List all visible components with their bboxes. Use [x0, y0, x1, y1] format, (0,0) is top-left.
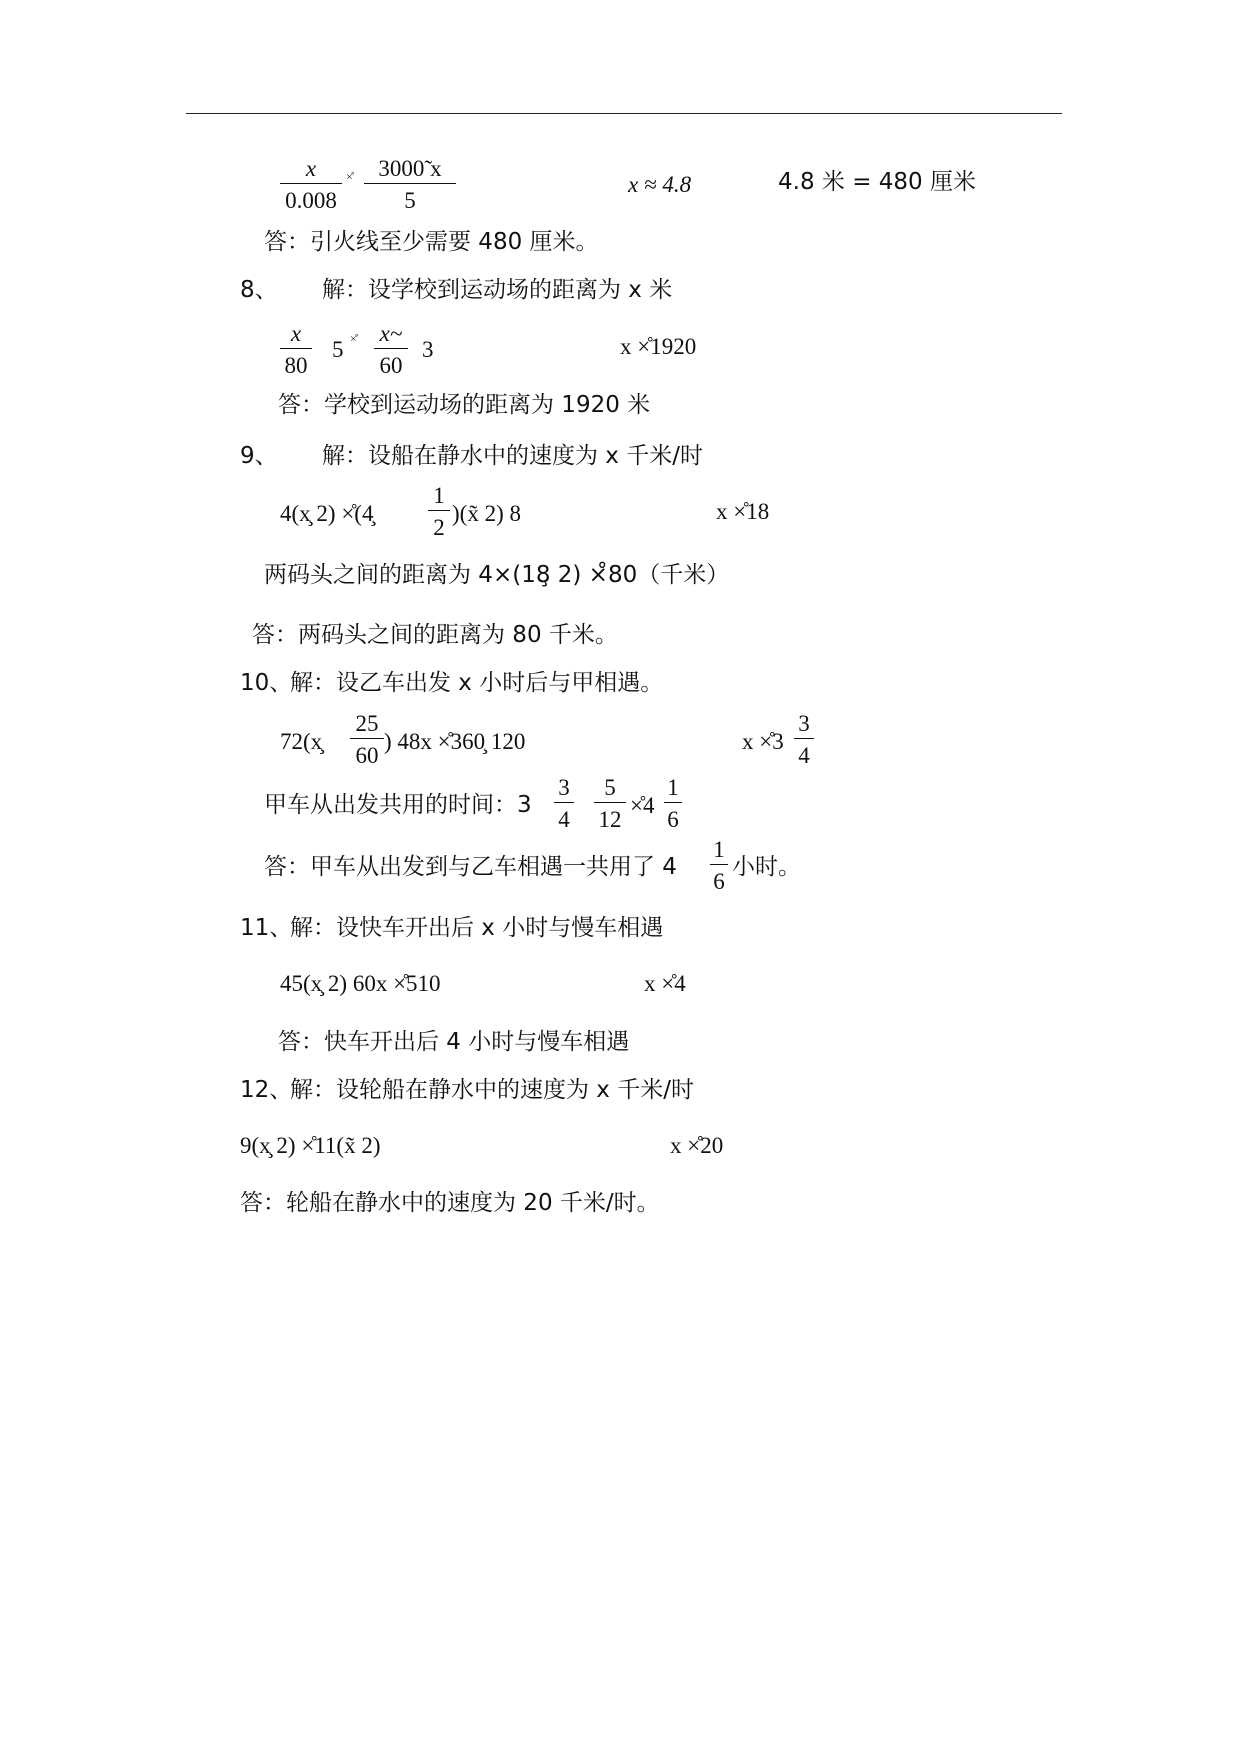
- q8-label: 8、: [240, 277, 278, 303]
- q7-solution: x ≈ 4.8: [628, 172, 692, 197]
- q7-equation-symbol: ×̊: [346, 169, 352, 184]
- q9-solution: x ×̊18: [716, 499, 770, 524]
- q9-answer: 答：两码头之间的距离为 80 千米。: [252, 622, 618, 648]
- q12-label: 12、: [240, 1077, 293, 1103]
- q7-fraction-2: 3000̃ x 5: [364, 157, 456, 212]
- header-rule: [186, 113, 1062, 114]
- q10-fraction: 25 60: [350, 712, 384, 767]
- q10-time-fraction-1: 3 4: [554, 776, 574, 831]
- q11-equation: 45(x̧ 2) 60x ×̊510: [280, 971, 441, 996]
- q8-answer: 答：学校到运动场的距离为 1920 米: [278, 392, 651, 418]
- q8-fraction-1: x 80: [280, 322, 312, 377]
- q10-time-text: 甲车从出发共用的时间：3: [264, 792, 532, 818]
- q7-fraction-1: x 0.008: [280, 157, 342, 212]
- q9-fraction: 1 2: [428, 484, 450, 539]
- q10-solution-fraction: 3 4: [794, 712, 814, 767]
- q7-conversion: 4.8 米 = 480 厘米: [778, 169, 976, 195]
- q8-fraction-2: x~ 60: [374, 322, 408, 377]
- q11-setup: 解：设快车开出后 x 小时与慢车相遇: [290, 915, 664, 941]
- q11-solution: x ×̊4: [644, 971, 686, 996]
- q12-setup: 解：设轮船在静水中的速度为 x 千米/时: [290, 1077, 694, 1103]
- q12-solution: x ×̊20: [670, 1133, 724, 1158]
- q9-equation-right: )(x̃ 2) 8: [452, 501, 521, 526]
- q10-equation-left: 72(x̧: [280, 729, 323, 754]
- q8-setup: 解：设学校到运动场的距离为 x 米: [322, 277, 673, 303]
- q8-eq-end: 3: [422, 337, 434, 362]
- q12-equation: 9(x̧ 2) ×̊11(x̃ 2): [240, 1133, 381, 1158]
- q9-setup: 解：设船在静水中的速度为 x 千米/时: [322, 443, 703, 469]
- q10-time-fraction-2: 5 12: [594, 776, 626, 831]
- q10-setup: 解：设乙车出发 x 小时后与甲相遇。: [290, 670, 664, 696]
- q10-label: 10、: [240, 670, 293, 696]
- q9-label: 9、: [240, 443, 278, 469]
- q11-label: 11、: [240, 915, 293, 941]
- q10-equation-right: ) 48x ×̊360̧ 120: [384, 729, 526, 754]
- q8-equation-symbol: ×̊: [350, 331, 356, 346]
- q10-answer-suffix: 小时。: [732, 854, 801, 880]
- q9-distance: 两码头之间的距离为 4×(18̧ 2) ×̊80（千米）: [264, 562, 730, 588]
- q11-answer: 答：快车开出后 4 小时与慢车相遇: [278, 1029, 630, 1055]
- q10-solution-prefix: x ×̊3: [742, 729, 784, 754]
- q10-answer-prefix: 答：甲车从出发到与乙车相遇一共用了 4: [264, 854, 677, 880]
- q10-answer-fraction: 1 6: [710, 838, 728, 893]
- q9-equation-left: 4(x̧ 2) ×̊(4̧: [280, 501, 374, 526]
- q7-answer: 答：引火线至少需要 480 厘米。: [264, 229, 599, 255]
- q10-time-fraction-3: 1 6: [664, 776, 682, 831]
- q8-eq-mid: 5: [332, 337, 344, 362]
- q12-answer: 答：轮船在静水中的速度为 20 千米/时。: [240, 1190, 660, 1216]
- q10-time-mid: ×̊4: [630, 793, 655, 818]
- q8-solution: x ×̊1920: [620, 334, 697, 359]
